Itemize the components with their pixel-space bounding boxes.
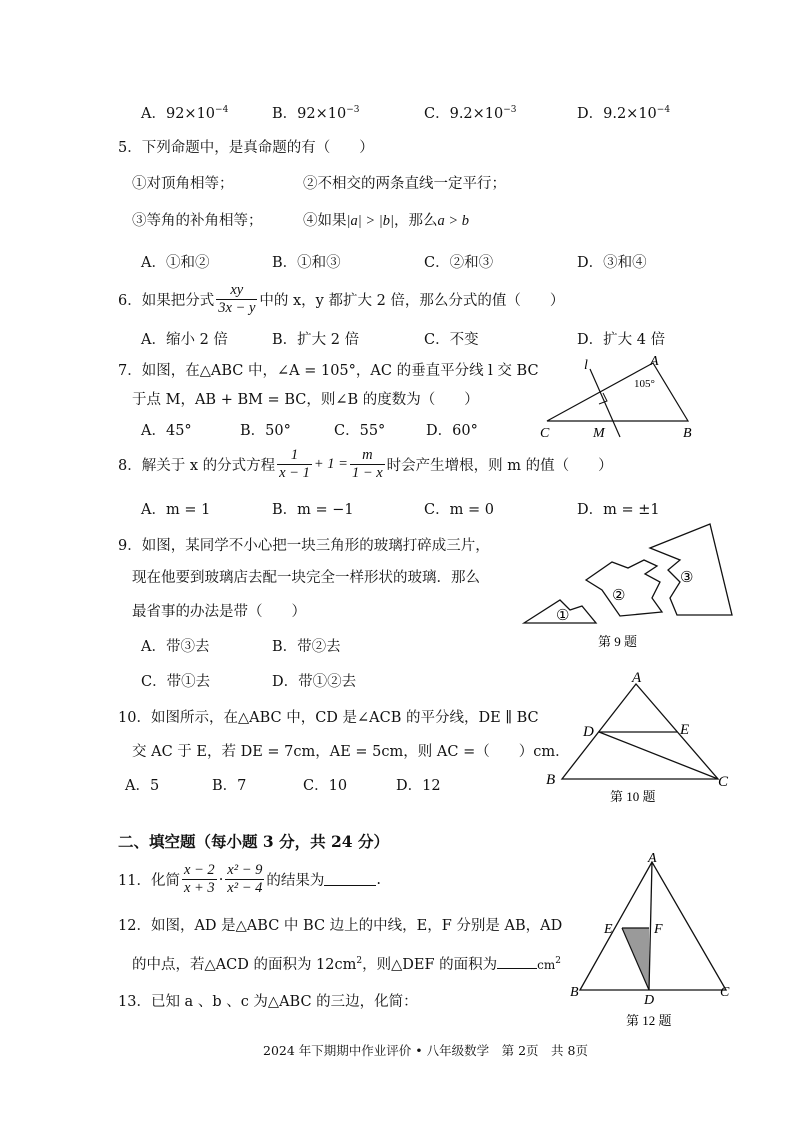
q10-label-a: A: [632, 670, 642, 686]
q12-label-f: F: [654, 922, 663, 937]
q7-option-c: C．55°: [334, 423, 386, 439]
q12-figure: [566, 848, 746, 1033]
q10-option-a: A．5: [125, 778, 160, 794]
q4-option-a: A．$92\times 10^{-4}$: [141, 105, 229, 122]
q10-line-1: 10．如图所示，在△ABC 中，CD 是∠ACB 的平分线，DE ∥ BC: [118, 710, 539, 726]
q7-label-a: A: [650, 355, 659, 369]
q7-label-angle: 105°: [634, 378, 655, 390]
q10-line-2: 交 AC 于 E，若 DE = 7cm，AE = 5cm，则 AC =（ ）cm．: [132, 744, 570, 760]
q7-label-l: l: [584, 358, 588, 373]
q12-answer-blank[interactable]: [497, 956, 537, 969]
q9-option-b: B．带②去: [272, 639, 341, 655]
q8-fraction-2: $\frac{m}{1 - x}$: [351, 447, 383, 481]
q7-line-2: 于点 M，AB + BM = BC，则∠B 的度数为（ ）: [132, 392, 479, 408]
q8-option-b: B．m = −1: [272, 502, 354, 518]
q12-label-a: A: [648, 851, 657, 866]
q9-line-2: 现在他要到玻璃店去配一块完全一样形状的玻璃．那么: [132, 570, 480, 586]
q8-option-a: A．m = 1: [141, 502, 211, 518]
q8-option-d: D．m = ±1: [577, 502, 660, 518]
q10-option-d: D．12: [396, 778, 441, 794]
q5-statement-2: ②不相交的两条直线一定平行；: [303, 176, 506, 192]
q7-option-d: D．60°: [426, 423, 478, 439]
q10-caption: 第 10 题: [610, 789, 656, 804]
q5-option-d: D．③和④: [577, 255, 647, 271]
q11-answer-blank[interactable]: [324, 873, 376, 886]
q12-label-b: B: [570, 985, 579, 1000]
q5-stem: 5．下列命题中，是真命题的有（ ）: [118, 140, 374, 156]
q11-fraction-1: $\frac{x - 2}{x + 3}$: [183, 862, 215, 896]
q7-label-c: C: [540, 426, 550, 440]
q9-option-d: D．带①②去: [272, 674, 357, 690]
q6-option-a: A．缩小 2 倍: [141, 332, 228, 348]
q6-option-b: B．扩大 2 倍: [272, 332, 360, 348]
q5-option-a: A．①和②: [141, 255, 210, 271]
q11-stem: 11．化简 $\frac{x - 2}{x + 3}$ · $\frac{\text{x² − 9}}{\text{x² − 4}}$ 的结果为 .: [118, 862, 381, 896]
q12-label-e: E: [604, 922, 613, 937]
q10-option-c: C．10: [303, 778, 348, 794]
q7-label-b: B: [683, 426, 692, 440]
q5-statement-1: ①对顶角相等；: [132, 176, 234, 192]
q11-fraction-2: $\frac{\text{x² − 9}}{\text{x² − 4}}$: [227, 862, 263, 896]
q10-label-b: B: [546, 772, 556, 788]
q7-option-b: B．50°: [240, 423, 291, 439]
q9-line-3: 最省事的办法是带（ ）: [132, 604, 306, 620]
q12-line-1: 12．如图，AD 是△ABC 中 BC 边上的中线，E，F 分别是 AB，AD: [118, 918, 563, 934]
q7-label-m: M: [593, 426, 605, 440]
q13-line-1: 13．已知 a 、b 、c 为△ABC 的三边，化简：: [118, 994, 418, 1010]
q10-figure: [540, 668, 745, 808]
page-footer: 2024 年下期期中作业评价 • 八年级数学 第 2页 共 8页: [263, 1043, 588, 1058]
q12-label-d: D: [644, 993, 655, 1008]
q6-stem: 6．如果把分式 $\frac{xy}{3x - y}$ 中的 x，y 都扩大 2 倍，那么分式的值（ ）: [118, 282, 565, 316]
q10-option-b: B．7: [212, 778, 247, 794]
q7-option-a: A．45°: [141, 423, 192, 439]
q9-caption: 第 9 题: [598, 634, 638, 649]
q9-option-a: A．带③去: [141, 639, 210, 655]
q10-label-e: E: [680, 722, 690, 738]
q4-option-b: B．$92\times 10^{-3}$: [272, 105, 360, 122]
section-2-heading: 二、填空题（每小题 3 分，共 24 分）: [118, 832, 389, 851]
q7-line-1: 7．如图，在△ABC 中，∠A = 105°，AC 的垂直平分线 l 交 BC: [118, 363, 539, 379]
q6-option-c: C．不变: [424, 332, 479, 348]
q5-option-b: B．①和③: [272, 255, 341, 271]
q10-label-c: C: [718, 774, 729, 790]
q9-option-c: C．带①去: [141, 674, 211, 690]
q9-line-1: 9．如图，某同学不小心把一块三角形的玻璃打碎成三片，: [118, 538, 490, 554]
q8-stem: 8．解关于 x 的分式方程 $\frac{1}{x - 1}$ + 1 = $\frac{m}{1 - x}$ 时会产生增根，则 m 的值（ ）: [118, 447, 613, 481]
q5-statement-3: ③等角的补角相等；: [132, 213, 263, 229]
q12-label-c: C: [720, 985, 730, 1000]
q10-label-d: D: [583, 724, 594, 740]
q8-fraction-1: $\frac{1}{x - 1}$: [279, 447, 310, 481]
q6-fraction: $\frac{xy}{3x - y}$: [218, 282, 256, 316]
q12-line-2: 的中点，若△ACD 的面积为 $12cm^2$，则△DEF 的面积为 $cm^2$: [132, 956, 561, 973]
q5-option-c: C．②和③: [424, 255, 494, 271]
q7-figure: [535, 355, 710, 440]
q4-option-c: C．$9.2\times 10^{-3}$: [424, 105, 517, 122]
q9-label-1: ①: [556, 608, 570, 624]
q6-option-d: D．扩大 4 倍: [577, 332, 666, 348]
q9-label-3: ③: [680, 570, 694, 586]
q9-label-2: ②: [612, 588, 626, 604]
q4-option-d: D．$9.2\times 10^{-4}$: [577, 105, 671, 122]
q8-option-c: C．m = 0: [424, 502, 494, 518]
q9-figure: [520, 520, 745, 655]
q12-caption: 第 12 题: [626, 1013, 672, 1028]
q5-statement-4: ④如果|a| > |b|，那么a > b: [303, 213, 470, 229]
